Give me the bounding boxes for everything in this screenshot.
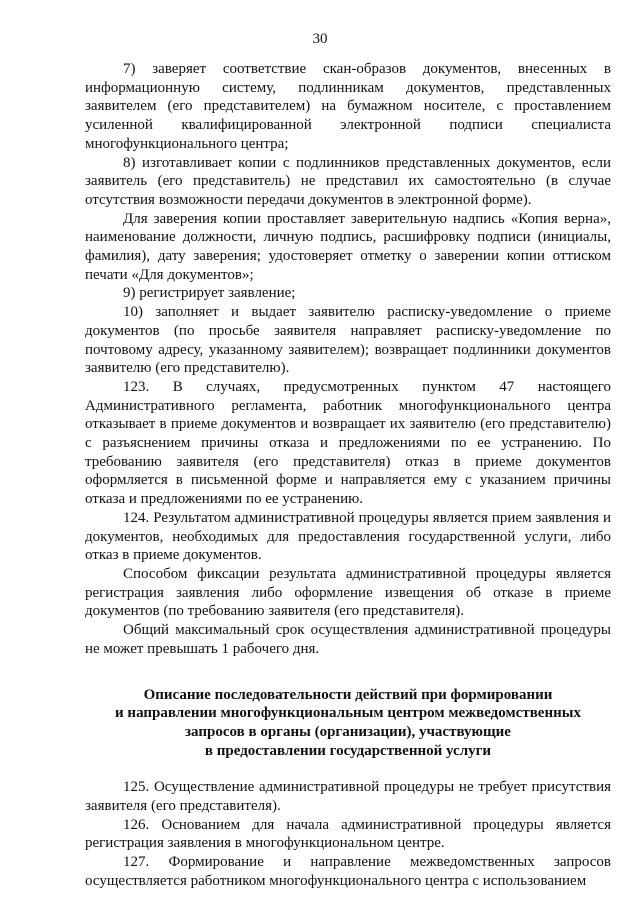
section-heading-line: и направлении многофункциональным центром межведомственных xyxy=(115,705,581,722)
paragraph-item-8: 8) изготавливает копии с подлинников представленных документов, если заявитель (его представитель) не представил их самостоятельно (в случае отсутствия возможности передачи документов в электронной форме). xyxy=(85,154,611,208)
document-body xyxy=(85,60,611,891)
paragraph-certification: Для заверения копии проставляет заверительную надпись «Копия верна», наименование должности, личную подпись, расшифровку подписи (инициалы, фамилия), дату заверения; удостоверяет отметку о заверении копии оттиском печати «Для документов»; xyxy=(85,210,611,283)
paragraph-max-duration: Общий максимальный срок осуществления административной процедуры не может превышать 1 рабочего дня. xyxy=(85,622,611,657)
section-heading-line: в предоставлении государственной услуги xyxy=(204,742,492,759)
paragraph-item-10: 10) заполняет и выдает заявителю расписку-уведомление о приеме документов (по просьбе заявителя направляет расписку-уведомление по почтовому адресу, указанному заявителем); возвращает подлинники документов заявителю (его представителю). xyxy=(85,304,611,377)
paragraph-clause-124: 124. Результатом административной процедуры является прием заявления и документов, необходимых для предоставления государственной услуги, либо отказ в приеме документов. xyxy=(85,509,611,564)
page-number: 30 xyxy=(312,31,328,47)
paragraph-clause-126: 126. Основанием для начала административной процедуры является регистрация заявления в многофункциональном центре. xyxy=(85,816,611,852)
paragraph-item-7: 7) заверяет соответствие скан-образов документов, внесенных в информационную систему, подлинникам документов, представленных заявителем (его представителем) на бумажном носителе, с проставлением усиленной квалифицированной электронной подписи специалиста многофункционального центра; xyxy=(85,61,611,152)
paragraph-fixation-method: Способом фиксации результата административной процедуры является регистрация заявления либо оформление извещения об отказе в приеме документов (по требованию заявителя (его представителя). xyxy=(85,565,611,620)
section-heading-line: запросов в органы (организации), участвующие xyxy=(185,723,511,740)
section-heading xyxy=(85,686,611,761)
paragraph-clause-123: 123. В случаях, предусмотренных пунктом 47 настоящего Административного регламента, работник многофункционального центра отказывает в приеме документов и возвращает их заявителю (его представителю) с разъяснением причины отказа и предложениями по ее устранению. По требованию заявителя (его представителя) отказ в приеме документов оформляется в письменной форме и направляется ему с указанием причины отказа и предложениями по ее устранению. xyxy=(85,378,611,508)
paragraph-clause-125: 125. Осуществление административной процедуры не требует присутствия заявителя (его представителя). xyxy=(85,779,611,815)
section-heading-line: Описание последовательности действий при формировании xyxy=(143,686,553,703)
paragraph-item-9: 9) регистрирует заявление; xyxy=(123,285,296,302)
paragraph-clause-127: 127. Формирование и направление межведомственных запросов осуществляется работником многофункционального центра с использованием xyxy=(85,854,611,889)
